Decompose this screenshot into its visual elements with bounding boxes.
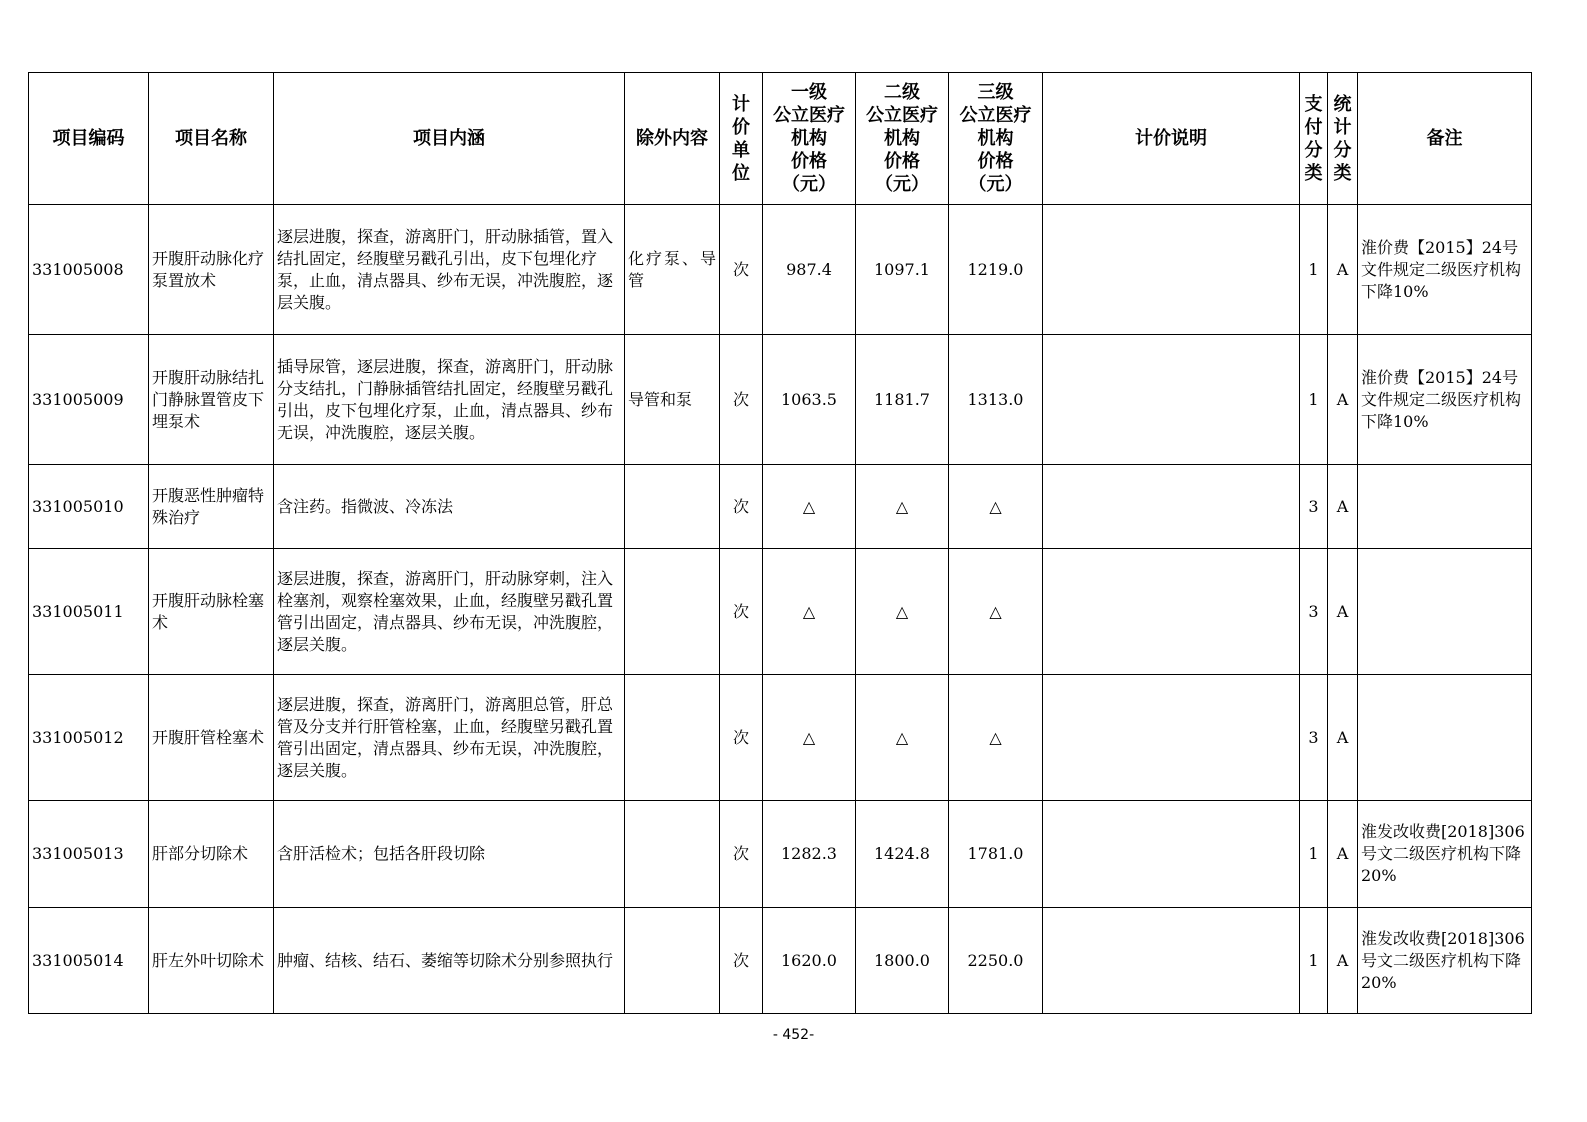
price-level2: 1181.7 — [856, 335, 949, 465]
price-level3: △ — [949, 465, 1043, 549]
pay-class: 1 — [1300, 908, 1328, 1014]
price-level1: △ — [763, 465, 856, 549]
item-excluded — [625, 908, 720, 1014]
item-unit: 次 — [720, 801, 763, 908]
item-unit: 次 — [720, 205, 763, 335]
item-content: 逐层进腹，探查，游离肝门，肝动脉插管，置入结扎固定，经腹壁另戳孔引出，皮下包埋化疗泵，止血，清点器具、纱布无误，冲洗腹腔，逐层关腹。 — [274, 205, 625, 335]
item-content: 含注药。指微波、冷冻法 — [274, 465, 625, 549]
remark: 淮价费【2015】24号文件规定二级医疗机构下降10% — [1358, 205, 1532, 335]
stat-class: A — [1328, 675, 1358, 801]
item-name: 开腹肝管栓塞术 — [149, 675, 274, 801]
item-code: 331005012 — [29, 675, 149, 801]
header-stat-class: 统 计 分 类 — [1328, 73, 1358, 205]
price-level1: 1620.0 — [763, 908, 856, 1014]
price-level1: △ — [763, 549, 856, 675]
item-content: 逐层进腹，探查，游离肝门，游离胆总管，肝总管及分支并行肝管栓塞，止血，经腹壁另戳孔置管引出固定，清点器具、纱布无误，冲洗腹腔，逐层关腹。 — [274, 675, 625, 801]
table-row — [29, 908, 1532, 1014]
item-unit: 次 — [720, 675, 763, 801]
page-number: - 452- — [772, 1027, 815, 1043]
pay-class: 1 — [1300, 205, 1328, 335]
price-level2: △ — [856, 465, 949, 549]
header-price-level2: 二级 公立医疗 机构 价格 （元） — [856, 73, 949, 205]
item-name: 开腹肝动脉结扎门静脉置管皮下埋泵术 — [149, 335, 274, 465]
header-excluded: 除外内容 — [625, 73, 720, 205]
item-code: 331005009 — [29, 335, 149, 465]
pricing-note — [1043, 335, 1300, 465]
price-level3: 2250.0 — [949, 908, 1043, 1014]
header-pay-class: 支 付 分 类 — [1300, 73, 1328, 205]
header-price-level3: 三级 公立医疗 机构 价格 （元） — [949, 73, 1043, 205]
pay-class: 3 — [1300, 549, 1328, 675]
table-row — [29, 465, 1532, 549]
header-remark: 备注 — [1358, 73, 1532, 205]
price-level1: 1063.5 — [763, 335, 856, 465]
pay-class: 1 — [1300, 335, 1328, 465]
item-name: 开腹恶性肿瘤特殊治疗 — [149, 465, 274, 549]
item-content: 含肝活检术；包括各肝段切除 — [274, 801, 625, 908]
header-code: 项目编码 — [29, 73, 149, 205]
item-code: 331005013 — [29, 801, 149, 908]
price-level1: 987.4 — [763, 205, 856, 335]
pay-class: 1 — [1300, 801, 1328, 908]
price-level3: △ — [949, 675, 1043, 801]
stat-class: A — [1328, 335, 1358, 465]
stat-class: A — [1328, 908, 1358, 1014]
item-content: 逐层进腹，探查，游离肝门，肝动脉穿刺，注入栓塞剂，观察栓塞效果，止血，经腹壁另戳孔置管引出固定，清点器具、纱布无误，冲洗腹腔，逐层关腹。 — [274, 549, 625, 675]
header-unit: 计 价 单 位 — [720, 73, 763, 205]
table-row — [29, 335, 1532, 465]
item-excluded — [625, 675, 720, 801]
item-excluded — [625, 801, 720, 908]
item-code: 331005014 — [29, 908, 149, 1014]
price-level1: △ — [763, 675, 856, 801]
table-row — [29, 675, 1532, 801]
stat-class: A — [1328, 465, 1358, 549]
price-level2: 1097.1 — [856, 205, 949, 335]
pricing-note — [1043, 908, 1300, 1014]
header-price-level1: 一级 公立医疗 机构 价格 （元） — [763, 73, 856, 205]
item-name: 肝部分切除术 — [149, 801, 274, 908]
remark: 淮价费【2015】24号文件规定二级医疗机构下降10% — [1358, 335, 1532, 465]
item-code: 331005011 — [29, 549, 149, 675]
pricing-note — [1043, 801, 1300, 908]
header-content: 项目内涵 — [274, 73, 625, 205]
item-name: 开腹肝动脉栓塞术 — [149, 549, 274, 675]
remark: 淮发改收费[2018]306号文二级医疗机构下降20% — [1358, 801, 1532, 908]
header-row — [29, 73, 1532, 205]
price-level2: 1800.0 — [856, 908, 949, 1014]
price-table — [28, 72, 1532, 1014]
item-content: 插导尿管，逐层进腹，探查，游离肝门，肝动脉分支结扎，门静脉插管结扎固定，经腹壁另戳孔引出，皮下包埋化疗泵，止血，清点器具、纱布无误，冲洗腹腔，逐层关腹。 — [274, 335, 625, 465]
item-excluded — [625, 465, 720, 549]
remark — [1358, 675, 1532, 801]
price-level2: 1424.8 — [856, 801, 949, 908]
stat-class: A — [1328, 549, 1358, 675]
pricing-note — [1043, 549, 1300, 675]
header-pricing-note: 计价说明 — [1043, 73, 1300, 205]
header-name: 项目名称 — [149, 73, 274, 205]
item-unit: 次 — [720, 465, 763, 549]
pay-class: 3 — [1300, 675, 1328, 801]
item-unit: 次 — [720, 335, 763, 465]
item-excluded: 化疗泵、导管 — [625, 205, 720, 335]
pricing-note — [1043, 465, 1300, 549]
item-code: 331005010 — [29, 465, 149, 549]
item-name: 肝左外叶切除术 — [149, 908, 274, 1014]
item-excluded: 导管和泵 — [625, 335, 720, 465]
stat-class: A — [1328, 801, 1358, 908]
item-name: 开腹肝动脉化疗泵置放术 — [149, 205, 274, 335]
price-level2: △ — [856, 675, 949, 801]
price-level3: △ — [949, 549, 1043, 675]
table-row — [29, 205, 1532, 335]
item-unit: 次 — [720, 549, 763, 675]
pricing-note — [1043, 675, 1300, 801]
item-code: 331005008 — [29, 205, 149, 335]
table-row — [29, 801, 1532, 908]
item-excluded — [625, 549, 720, 675]
remark: 淮发改收费[2018]306号文二级医疗机构下降20% — [1358, 908, 1532, 1014]
remark — [1358, 465, 1532, 549]
table-row — [29, 549, 1532, 675]
pay-class: 3 — [1300, 465, 1328, 549]
stat-class: A — [1328, 205, 1358, 335]
item-unit: 次 — [720, 908, 763, 1014]
price-level1: 1282.3 — [763, 801, 856, 908]
price-level3: 1781.0 — [949, 801, 1043, 908]
price-level3: 1313.0 — [949, 335, 1043, 465]
item-content: 肿瘤、结核、结石、萎缩等切除术分别参照执行 — [274, 908, 625, 1014]
price-level3: 1219.0 — [949, 205, 1043, 335]
remark — [1358, 549, 1532, 675]
pricing-note — [1043, 205, 1300, 335]
price-level2: △ — [856, 549, 949, 675]
